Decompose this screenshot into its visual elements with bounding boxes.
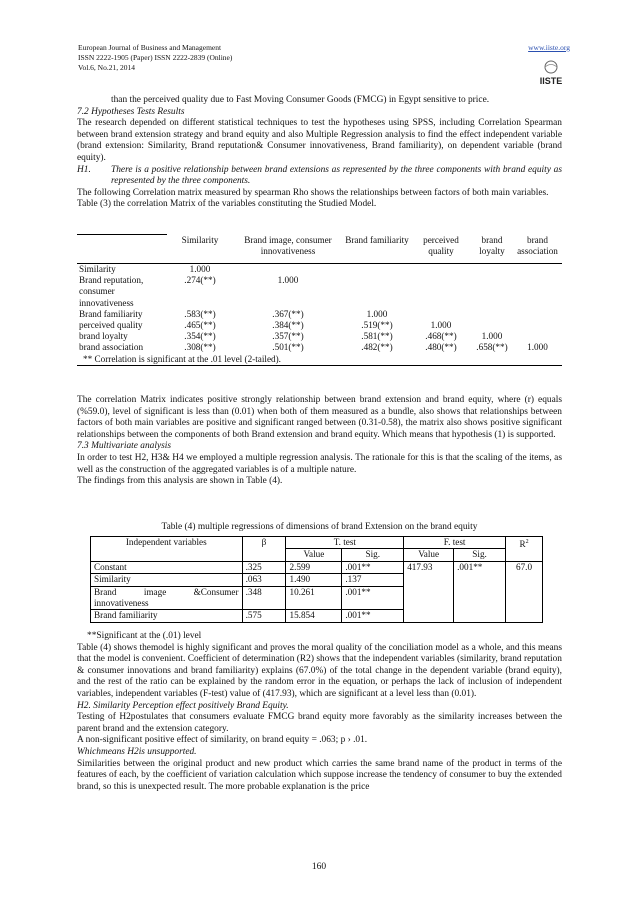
cell-t-sig: .001** — [342, 586, 404, 610]
cell — [411, 275, 471, 309]
journal-header — [78, 43, 232, 73]
table-row — [77, 342, 562, 353]
paragraph-h2-test: Testing of H2postulates that consumers evaluate FMCG brand equity more favorably as the similarity increases between the parent brand and the extension category. — [77, 712, 562, 734]
cell: .480(**) — [425, 342, 457, 353]
cell: .468(**) — [425, 331, 457, 342]
head-ttest: T. test — [286, 537, 404, 549]
cell — [471, 275, 513, 309]
cell-beta: .575 — [242, 610, 286, 622]
cell-beta: .063 — [242, 574, 286, 586]
table4-caption: Table (4) multiple regressions of dimensions of brand Extension on the brand equity — [161, 522, 478, 532]
cell: 1.000 — [481, 331, 503, 342]
head-t-value: Value — [286, 549, 342, 561]
head-beta: β — [242, 537, 286, 562]
cell: .583(**) — [184, 308, 216, 319]
cell: 1.000 — [189, 263, 211, 274]
h2-effect-line: A non-significant positive effect of similarity, on brand equity = .063; p › .01. — [77, 735, 368, 746]
row-label: Constant — [91, 561, 243, 573]
table-row — [91, 561, 543, 573]
row-label: Similarity — [91, 574, 243, 586]
cell: .465(**) — [184, 319, 216, 330]
heading-7-2: 7.2 Hypotheses Tests Results — [77, 106, 185, 117]
col-brand-familiarity: Brand familiarity — [345, 234, 409, 245]
section-7-3 — [77, 395, 562, 488]
paragraph-model-significance: Table (4) shows themodel is highly significant and proves the moral quality of the conciliation model as a whole, and this means that the model is convenient. Coefficient of determination (R2) shows that the independent variables (similarity, brand reputation & consumer innovations and brand familiarity) explains (67.0%) of the total change in the dependent variable (brand equity), and the rest of the ratio can be explained by the random error in the equation, or perhaps the lack of inclusion of independent variables, independent variables (F-test) value of (417.93), which are significant at a level less than (0.01). — [77, 642, 562, 699]
table-row — [77, 275, 562, 309]
col-similarity: Similarity — [181, 234, 219, 245]
cell — [471, 263, 513, 275]
cell: .482(**) — [361, 342, 393, 353]
r-label: R — [519, 539, 526, 550]
col-brand-loyalty: brand loyalty — [479, 234, 505, 256]
cell-t-sig: .001** — [342, 561, 404, 573]
row-label: Brand image &Consumer innovativeness — [91, 586, 243, 610]
row-label: Brand reputation, consumer innovativeness — [79, 275, 144, 308]
table3-note: ** Correlation is significant at the .01 level (2-tailed). — [77, 354, 562, 366]
table-row — [77, 263, 562, 275]
table-row — [77, 320, 562, 331]
cell: 1.000 — [430, 319, 452, 330]
head-t-sig: Sig. — [342, 549, 404, 561]
paragraph-correlation-results: The correlation Matrix indicates positive strongly relationship between brand extension and brand equity, where (r) equals (%59.0), level of significant is less than (0.01) when both of them measured as a bundle, also shows that relationships between factors of both main variables are positive and significant ranged between (0.31-0.58), the matrix also shows positive significant relationships between the components of both Brand extension and brand equity. Which means that hypothesis (1) is supported. — [77, 395, 562, 440]
cell-t-value: 2.599 — [286, 561, 342, 573]
paragraph-findings: The findings from this analysis are shown in Table (4). — [77, 476, 283, 487]
row-label: brand association — [79, 342, 144, 353]
cell — [513, 263, 562, 275]
cell-f-value: 417.93 — [404, 561, 454, 622]
head-independent: Independent variables — [91, 537, 243, 562]
cell: 1.000 — [527, 342, 548, 353]
cell: .384(**) — [272, 319, 304, 330]
intro-line: than the perceived quality due to Fast Moving Consumer Goods (FMCG) in Egypt sensitive to price. — [111, 95, 490, 105]
cell — [471, 320, 513, 331]
row-label: Similarity — [79, 263, 116, 274]
cell: 1.000 — [366, 308, 388, 319]
cell — [513, 320, 562, 331]
cell — [343, 275, 411, 309]
table4-note: **Significant at the (.01) level — [87, 631, 202, 641]
cell-t-sig: .001** — [342, 610, 404, 622]
section-h2 — [77, 631, 562, 793]
cell — [343, 263, 411, 275]
table3-caption: Table (3) the correlation Matrix of the variables constituting the Studied Model. — [77, 199, 377, 210]
section-7-2 — [77, 95, 562, 211]
cell-f-sig: .001** — [454, 561, 506, 622]
h1-text: There is a positive relationship between brand extensions as represented by the three components with brand equity as represented by the three components. — [111, 164, 562, 187]
cell: .354(**) — [184, 331, 216, 342]
cell-t-value: 10.261 — [286, 586, 342, 610]
head-f-sig: Sig. — [454, 549, 506, 561]
cell-t-value: 15.854 — [286, 610, 342, 622]
cell: .519(**) — [361, 319, 393, 330]
correlation-matrix-table — [77, 234, 562, 366]
h1-label: H1. — [77, 164, 91, 175]
page-number: 160 — [311, 862, 327, 872]
journal-name: European Journal of Business and Management — [78, 43, 222, 52]
logo-text: IISTE — [539, 76, 563, 86]
cell: .501(**) — [272, 342, 304, 353]
head-f-value: Value — [404, 549, 454, 561]
cell — [513, 275, 562, 309]
cell: .274(**) — [184, 275, 216, 286]
iiste-logo — [532, 60, 570, 86]
cell: .357(**) — [272, 331, 304, 342]
cell — [233, 263, 343, 275]
table3-note-row — [77, 354, 562, 366]
journal-issn: ISSN 2222-1905 (Paper) ISSN 2222-2839 (Online) — [78, 53, 233, 62]
col-brand-image: Brand image, consumer innovativeness — [244, 234, 332, 256]
cell-t-value: 1.490 — [286, 574, 342, 586]
paragraph-methods: The research depended on different statistical techniques to test the hypotheses using SPSS, including Correlation Spearman between brand extension strategy and brand equity and also Multiple Regression analysis to find the effect independent variable (brand extension: Similarity, Brand reputation& Consumer innovativeness, Brand familiarity), on dependent variable (brand equity). — [77, 118, 562, 163]
paragraph-correlation-intro: The following Correlation matrix measured by spearman Rho shows the relationships between factors of both main variables. — [77, 187, 549, 198]
row-label: Brand familiarity — [79, 308, 143, 319]
journal-volume: Vol.6, No.21, 2014 — [78, 63, 135, 72]
cell: .581(**) — [361, 331, 393, 342]
cell: .367(**) — [272, 308, 304, 319]
cell: .658(**) — [476, 342, 508, 353]
cell-r2: 67.0 — [506, 561, 543, 622]
cell — [513, 309, 562, 320]
row-label: perceived quality — [79, 319, 143, 330]
table4-header-row — [91, 537, 543, 549]
cell — [411, 263, 471, 275]
cell — [471, 309, 513, 320]
heading-h2: H2. Similarity Perception effect positively Brand Equity. — [77, 700, 289, 711]
heading-7-3: 7.3 Multivariate analysis — [77, 441, 172, 452]
cell-t-sig: .137 — [342, 574, 404, 586]
cell: 1.000 — [277, 275, 299, 286]
table3-header-row — [77, 235, 562, 257]
cell-beta: .325 — [242, 561, 286, 573]
row-label: brand loyalty — [79, 331, 128, 342]
head-r2: $R^2$ — [506, 537, 543, 562]
paragraph-regression-intro: In order to test H2, H3& H4 we employed a multiple regression analysis. The rationale for this is that the scaling of the items, as well as the construction of the aggregated variables is of a multiple nature. — [77, 452, 562, 475]
cell-beta: .348 — [242, 586, 286, 610]
hypothesis-h1 — [77, 165, 562, 188]
col-perceived-quality: perceived quality — [423, 234, 459, 256]
paragraph-similarities: Similarities between the original product and new product which carries the same brand name of the product in terms of the features of each, by the coefficient of variation calculation which suppose increase the tendency of consumer to buy the extended brand, so this is unexpected result. The more probable explanation is the price — [77, 758, 562, 792]
cell: .308(**) — [184, 342, 216, 353]
table-row — [77, 331, 562, 342]
head-ftest: F. test — [404, 537, 506, 549]
row-label: Brand familiarity — [91, 610, 243, 622]
regression-table — [90, 536, 543, 623]
journal-url-link[interactable]: www.iiste.org — [528, 43, 570, 52]
cell — [411, 309, 471, 320]
h2-conclusion: Whichmeans H2is unsupported. — [77, 746, 197, 757]
cell — [513, 331, 562, 342]
table-row — [77, 309, 562, 320]
col-brand-association: brand association — [517, 234, 558, 256]
